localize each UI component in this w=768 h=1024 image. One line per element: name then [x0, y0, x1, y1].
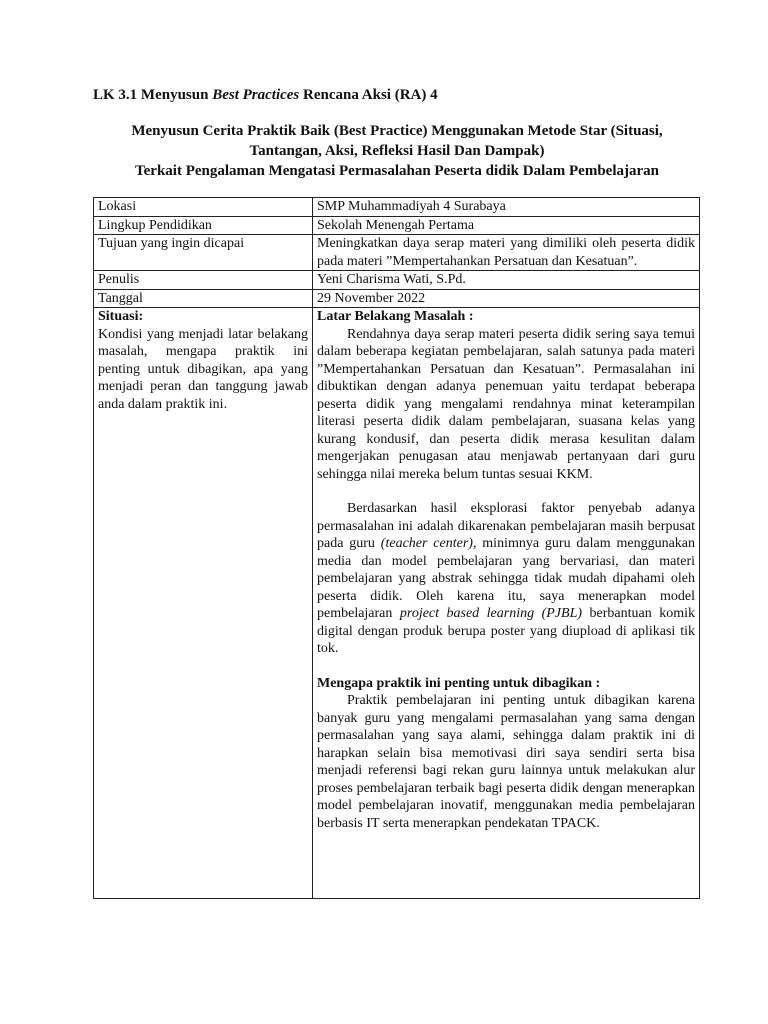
heading-suffix: Rencana Aksi (RA) 4 [299, 87, 438, 103]
p2-text-c: berbantuan komik digital dengan produk berupa poster yang diupload di aplikasi tik tok. [317, 606, 695, 656]
heading-italic: Best Practices [212, 87, 300, 103]
row-value-lingkup: Sekolah Menengah Pertama [313, 216, 700, 235]
p2-italic-pjbl: project based learning (PJBL) [399, 606, 583, 621]
paragraph-spacer [317, 483, 695, 500]
title-line-3: Terkait Pengalaman Mengatasi Permasalahan Peserta didik Dalam Pembelajaran [135, 163, 659, 179]
row-value-tujuan: Meningkatkan daya serap materi yang dimiliki oleh peserta didik pada materi ”Mempertahankan Persatuan dan Kesatuan”. [313, 235, 700, 271]
table-row [94, 308, 700, 899]
table-row [94, 216, 700, 235]
p2-text-a: Berdasarkan hasil eksplorasi faktor penyebab adanya permasalahan ini adalah dikarenakan pembelajaran masih berpusat pada guru [317, 501, 695, 551]
mengapa-heading: Mengapa praktik ini penting untuk dibagikan : [317, 675, 601, 691]
row-label-tujuan: Tujuan yang ingin dicapai [94, 235, 313, 271]
row-label-lokasi: Lokasi [94, 198, 313, 217]
situasi-content-cell [313, 308, 700, 899]
row-label-lingkup: Lingkup Pendidikan [94, 216, 313, 235]
table-row [94, 271, 700, 290]
p2-italic-teacher-center: (teacher center) [380, 536, 473, 551]
row-label-penulis: Penulis [94, 271, 313, 290]
document-heading [93, 87, 438, 104]
title-line-1: Menyusun Cerita Praktik Baik (Best Practice) Menggunakan Metode Star (Situasi, [131, 123, 663, 139]
situasi-description: Kondisi yang menjadi latar belakang masalah, mengapa praktik ini penting untuk dibagikan, apa yang menjadi peran dan tanggung jawab anda dalam praktik ini. [98, 326, 308, 412]
title-line-2: Tantangan, Aksi, Refleksi Hasil Dan Dampak) [249, 143, 545, 159]
latar-belakang-paragraph-1: Rendahnya daya serap materi peserta didik sering saya temui dalam beberapa kegiatan pembelajaran, salah satunya pada materi ”Mempertahankan Persatuan dan Kesatuan”. Permasalahan ini dibuktikan dengan adanya penemuan yaitu terdapat beberapa peserta didik yang mengalami rendahnya minat keterampilan literasi peserta didik dalam pembelajaran, suasana kelas yang kurang kondusif, dan peserta didik merasa kesulitan dalam mengerjakan penugasan atau menjawab pertanyaan dari guru sehingga nilai mereka belum tuntas sesuai KKM. [317, 326, 695, 482]
row-value-tanggal: 29 November 2022 [313, 289, 700, 308]
table-row [94, 235, 700, 271]
latar-belakang-paragraph-2 [317, 500, 695, 658]
latar-belakang-heading: Latar Belakang Masalah : [317, 309, 474, 324]
row-value-penulis: Yeni Charisma Wati, S.Pd. [313, 271, 700, 290]
row-value-lokasi: SMP Muhammadiyah 4 Surabaya [313, 198, 700, 217]
paragraph-spacer [317, 658, 695, 675]
situasi-label: Situasi: [98, 309, 144, 324]
table-row [94, 198, 700, 217]
mengapa-paragraph: Praktik pembelajaran ini penting untuk dibagikan karena banyak guru yang mengalami permasalahan yang sama dengan permasalahan yang saya alami, sehingga dalam praktik ini di harapkan selain bisa memotivasi diri saya sendiri serta bisa menjadi referensi bagi rekan guru lainnya untuk melakukan alur proses pembelajaran terbaik bagi peserta didik dengan menerapkan model pembelajaran inovatif, menggunakan media pembelajaran berbasis IT serta menerapkan pendekatan TPACK. [317, 693, 695, 831]
rencana-aksi-table [93, 197, 700, 899]
p2-text-b: , minimnya guru dalam menggunakan media dan model pembelajaran yang bervariasi, dan materi pembelajaran yang abstrak sehingga tidak mudah dipahami oleh peserta didik. Oleh karena itu, saya menerapkan model pembelajaran [317, 536, 695, 621]
heading-prefix: LK 3.1 Menyusun [93, 87, 213, 103]
document-title [93, 121, 701, 181]
situasi-cell [94, 308, 313, 899]
row-label-tanggal: Tanggal [94, 289, 313, 308]
table-row [94, 289, 700, 308]
